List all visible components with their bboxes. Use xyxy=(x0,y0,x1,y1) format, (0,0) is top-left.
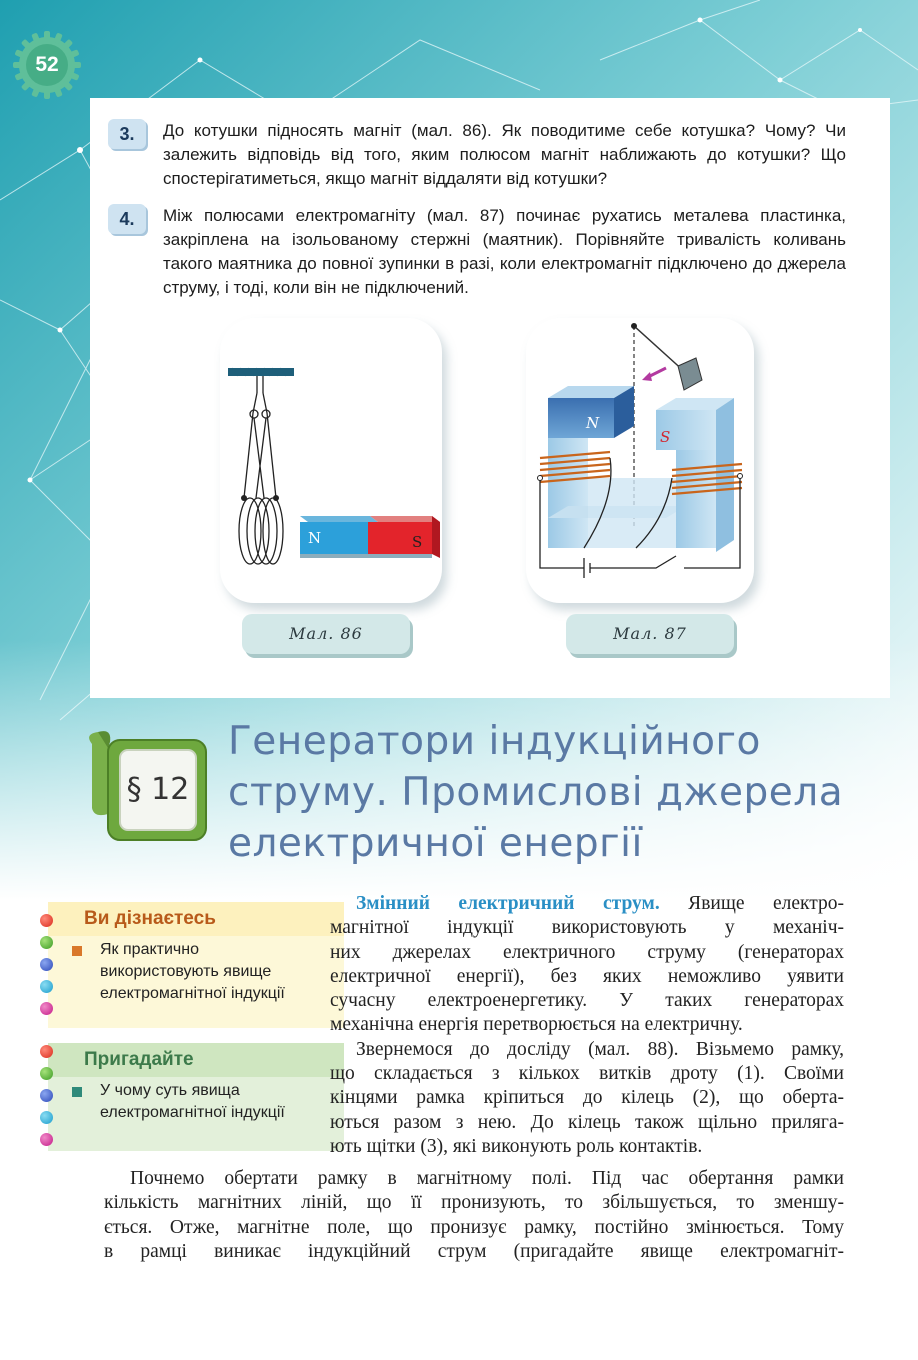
body-line: в рамці виникає індукційний струм (пригадайте явище електромагніт- xyxy=(104,1240,844,1262)
cyan-dot-icon xyxy=(40,1111,53,1124)
red-dot-icon xyxy=(40,1045,53,1058)
figure-86-caption: Мал. 86 xyxy=(242,614,410,654)
section-number-badge xyxy=(84,728,212,848)
page-number-badge xyxy=(12,30,82,100)
recall-box xyxy=(36,1043,336,1151)
cyan-dot-icon xyxy=(40,980,53,993)
green-dot-icon xyxy=(40,936,53,949)
section-number: § 12 xyxy=(126,772,190,807)
section-title-line: електричної енергії xyxy=(228,821,643,866)
pendulum-plate xyxy=(678,358,702,390)
recall-heading: Пригадайте xyxy=(48,1043,344,1077)
body-line: сучасну електроенергетику. У таких генераторах xyxy=(330,990,844,1012)
bullet-icon xyxy=(72,1087,82,1097)
magenta-dot-icon xyxy=(40,1002,53,1015)
body-line: Почнемо обертати рамку в магнітному полі. Під час обертання рамки xyxy=(130,1168,844,1189)
body-line: ється. Отже, магнітне поле, що пронизує рамку, постійно змінюється. Тому xyxy=(104,1216,844,1238)
magnet-n-label: N xyxy=(308,529,322,547)
question-text: Між полюсами електромагніту (мал. 87) починає рухатись металева пластинка, закріплена на ізольованому стержні (маятник). Порівняйте тривалість коливань такого маятника до повної зупинки в разі, коли електромагніт підключено до джерела струму, і тоді, коли він не підключений. xyxy=(163,206,846,297)
page-number: 52 xyxy=(35,53,59,76)
body-line: ють щітки (3), які виконують роль контактів. xyxy=(330,1135,703,1157)
figure-87-caption: Мал. 87 xyxy=(566,614,734,654)
blue-dot-icon xyxy=(40,1089,53,1102)
coil xyxy=(239,498,283,564)
learn-box xyxy=(36,902,336,1028)
section-title-line: Генератори індукційного xyxy=(228,719,761,764)
body-text-wide xyxy=(104,1167,844,1264)
body-text-narrow xyxy=(330,892,844,1159)
section-title-line: струму. Промислові джерела xyxy=(228,770,844,815)
question-number: 4. xyxy=(108,204,146,234)
lead-heading: Змінний електричний струм. xyxy=(356,893,660,914)
question-text: До котушки підносять магніт (мал. 86). Як поводитиме себе котушка? Чому? Чи залежить відповідь від того, яким полюсом магніт наближають до котушки? Що спостерігатиметься, якщо магніт віддаляти від котушки? xyxy=(163,121,846,188)
recall-item: У чому суть явища електромагнітної індукції xyxy=(100,1082,285,1121)
learn-heading: Ви дізнаєтесь xyxy=(48,902,344,936)
body-line: кінцями рамка кріпиться до кілець (2), що оберта- xyxy=(330,1087,844,1109)
body-line: Звернемося до досліду (мал. 88). Візьмемо рамку, xyxy=(356,1038,844,1060)
body-line: механічна енергія перетворюється на електричну. xyxy=(330,1014,743,1036)
question-4 xyxy=(108,204,858,304)
section-title xyxy=(228,716,868,869)
magnet-s-label: S xyxy=(412,533,423,551)
pole-s-label: S xyxy=(660,428,671,446)
question-number: 3. xyxy=(108,119,146,149)
body-line: магнітної індукції використовують у механіч- xyxy=(330,917,844,939)
learn-body xyxy=(48,936,344,1028)
figure-86 xyxy=(220,318,442,603)
body-line: електричної енергії), без яких неможливо уявити xyxy=(330,965,844,987)
bullet-icon xyxy=(72,946,82,956)
pole-n-label: N xyxy=(586,414,600,432)
figure-87 xyxy=(526,318,754,603)
learn-item: Як практично використовують явище електромагнітної індукції xyxy=(100,941,285,1002)
blue-dot-icon xyxy=(40,958,53,971)
body-line: що складається з кількох витків дроту (1). Своїми xyxy=(330,1063,844,1085)
body-line: ються разом з нею. До кілець також щільно приляга- xyxy=(330,1111,844,1133)
red-dot-icon xyxy=(40,914,53,927)
suspension-threads xyxy=(244,376,276,498)
green-dot-icon xyxy=(40,1067,53,1080)
body-line: них джерелах електричного струму (генераторах xyxy=(330,941,844,963)
magenta-dot-icon xyxy=(40,1133,53,1146)
body-line: кількість магнітних ліній, що її пронизують, то збільшується, то зменшу- xyxy=(104,1192,844,1214)
electromagnet-pendulum-illustration xyxy=(526,318,754,603)
recall-body xyxy=(48,1077,344,1151)
question-3 xyxy=(108,119,858,195)
coil-and-magnet-illustration xyxy=(220,318,442,603)
body-line: Явище електро- xyxy=(659,893,844,914)
